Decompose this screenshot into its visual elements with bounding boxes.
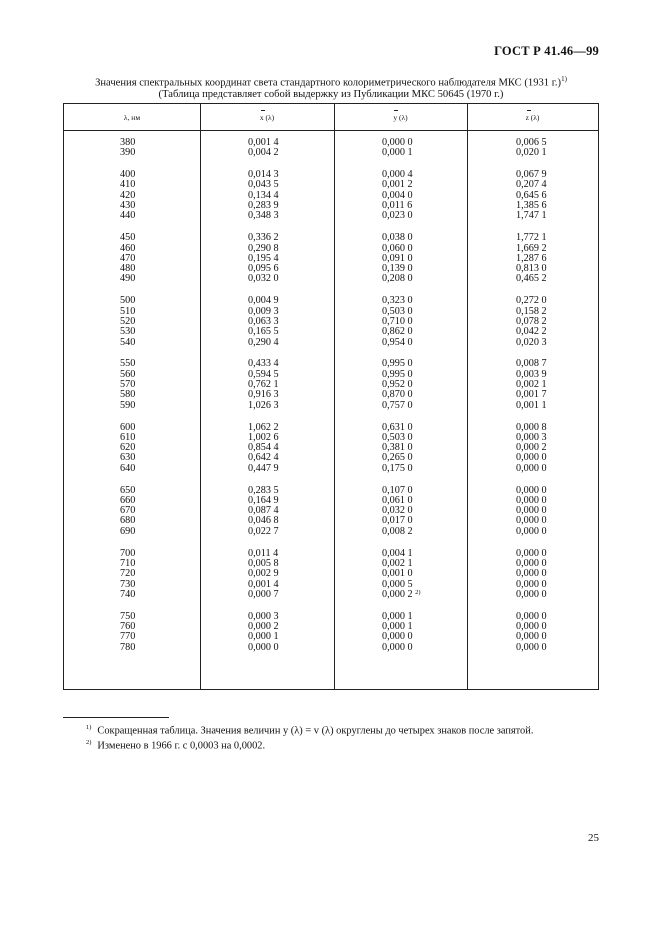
y-value-cell: 0,870 0 [382, 389, 413, 401]
wavelength-cell: 650 [120, 484, 136, 496]
inline-footnote-ref: 2) [415, 588, 421, 596]
col-header-y-label: y (λ) [393, 112, 408, 122]
wavelength-cell: 630 [120, 452, 136, 464]
x-value-cell: 0,043 5 [248, 179, 279, 191]
z-value-cell: 0,042 2 [516, 326, 547, 338]
x-value-cell: 0,000 1 [248, 631, 279, 643]
z-value-cell: 0,158 2 [516, 305, 547, 317]
table-row [64, 643, 598, 653]
y-value-cell: 0,208 0 [382, 273, 413, 285]
row-group [64, 233, 598, 284]
wavelength-cell: 700 [120, 547, 136, 559]
y-value-cell: 0,023 0 [382, 210, 413, 222]
x-value-cell: 0,095 6 [248, 263, 279, 275]
wavelength-cell: 580 [120, 389, 136, 401]
wavelength-cell: 690 [120, 525, 136, 537]
x-value-cell: 0,594 5 [248, 368, 279, 380]
x-value-cell: 0,290 8 [248, 242, 279, 254]
table-body [64, 138, 598, 665]
col-header-z-label: z (λ) [525, 112, 540, 122]
wavelength-cell: 770 [120, 631, 136, 643]
z-value-cell: 0,000 0 [516, 525, 547, 537]
col-header-x [200, 104, 334, 130]
col-header-x-label: x (λ) [259, 112, 275, 122]
wavelength-cell: 530 [120, 326, 136, 338]
wavelength-cell: 520 [120, 315, 136, 327]
x-value-cell: 0,348 3 [248, 210, 279, 222]
x-value-cell: 0,195 4 [248, 252, 279, 264]
footnote-1-text: Сокращенная таблица. Значения величин y (λ) = v (λ) округлены до четырех знаков после запятой. [97, 725, 534, 737]
wavelength-cell: 710 [120, 557, 136, 569]
x-value-cell: 0,022 7 [248, 525, 279, 537]
wavelength-cell: 390 [120, 147, 136, 159]
y-value-cell: 0,000 0 [382, 137, 413, 148]
table-row [64, 401, 598, 411]
y-value-cell: 0,032 0 [382, 505, 413, 517]
wavelength-cell: 780 [120, 641, 136, 653]
x-value-cell: 0,009 3 [248, 305, 279, 317]
x-value-cell: 0,164 9 [248, 494, 279, 506]
z-value-cell: 0,000 3 [516, 431, 547, 443]
z-value-cell: 0,001 1 [516, 399, 547, 411]
x-value-cell: 0,001 4 [248, 578, 279, 590]
y-value-cell: 0,323 0 [382, 295, 413, 307]
y-value-cell: 0,001 0 [382, 568, 413, 580]
z-value-cell: 0,272 0 [516, 295, 547, 307]
x-value-cell: 1,062 2 [248, 421, 279, 433]
y-value-cell: 0,381 0 [382, 442, 413, 454]
table-row [64, 148, 598, 158]
x-value-cell: 0,283 5 [248, 484, 279, 496]
y-value-cell: 0,710 0 [382, 315, 413, 327]
x-value-cell: 0,165 5 [248, 326, 279, 338]
col-header-wavelength [64, 104, 200, 130]
x-value-cell: 0,087 4 [248, 505, 279, 517]
x-value-cell: 0,000 0 [248, 641, 279, 653]
z-value-cell: 0,000 0 [516, 515, 547, 527]
y-value-cell: 0,503 0 [382, 431, 413, 443]
footnote-2-mark: 2) [86, 739, 92, 746]
z-value-cell: 0,000 2 [516, 442, 547, 454]
z-value-cell: 0,465 2 [516, 273, 547, 285]
z-value-cell: 0,645 6 [516, 189, 547, 201]
y-value-cell: 0,000 0 [382, 641, 413, 653]
y-value-cell: 0,265 0 [382, 452, 413, 464]
z-value-cell: 0,000 0 [516, 484, 547, 496]
col-header-y [334, 104, 467, 130]
x-value-cell: 0,916 3 [248, 389, 279, 401]
z-value-cell: 0,000 0 [516, 588, 547, 600]
caption-line-2: (Таблица представляет собой выдержку из Публикации МКС 50645 (1970 г.) [158, 89, 504, 101]
caption-line-1-text: Значения спектральных координат света стандартного колориметрического наблюдателя МКС (1931 г.) [95, 77, 562, 89]
z-value-cell: 0,000 0 [516, 494, 547, 506]
y-value-cell: 0,000 4 [382, 169, 413, 181]
y-value-cell: 0,061 0 [382, 494, 413, 506]
caption-line-1 [62, 74, 600, 89]
z-value-cell: 0,000 0 [516, 547, 547, 559]
y-value-cell: 0,757 0 [382, 399, 413, 411]
y-value-cell: 0,000 0 [382, 631, 413, 643]
wavelength-cell: 620 [120, 442, 136, 454]
z-value-cell: 0,813 0 [516, 263, 547, 275]
x-value-cell: 0,011 4 [248, 547, 279, 559]
wavelength-cell: 560 [120, 368, 136, 380]
wavelength-cell: 480 [120, 263, 136, 275]
table-row [64, 464, 598, 474]
x-value-cell: 0,134 4 [248, 189, 279, 201]
x-value-cell: 0,336 2 [248, 232, 279, 244]
table-row [64, 590, 598, 600]
x-value-cell: 0,642 4 [248, 452, 279, 464]
y-value-cell-annotated [382, 590, 421, 600]
row-group [64, 296, 598, 347]
wavelength-cell: 660 [120, 494, 136, 506]
wavelength-cell: 460 [120, 242, 136, 254]
y-value-cell: 0,000 1 [382, 621, 413, 633]
z-value-cell: 0,000 0 [516, 631, 547, 643]
y-value-cell: 0,995 0 [382, 368, 413, 380]
y-value-cell: 0,139 0 [382, 263, 413, 275]
page-number: 25 [588, 832, 599, 844]
x-value-cell: 0,433 4 [248, 358, 279, 370]
x-value-cell: 0,854 4 [248, 442, 279, 454]
x-value-cell: 0,290 4 [248, 336, 279, 348]
x-value-cell: 0,001 4 [248, 137, 279, 148]
y-value-cell: 0,503 0 [382, 305, 413, 317]
y-value-cell: 0,862 0 [382, 326, 413, 338]
wavelength-cell: 720 [120, 568, 136, 580]
row-group [64, 170, 598, 221]
y-value-cell: 0,952 0 [382, 379, 413, 391]
wavelength-cell: 430 [120, 200, 136, 212]
wavelength-cell: 410 [120, 179, 136, 191]
wavelength-cell: 590 [120, 399, 136, 411]
table-row [64, 527, 598, 537]
wavelength-cell: 500 [120, 295, 136, 307]
z-value-cell: 0,000 0 [516, 452, 547, 464]
wavelength-cell: 730 [120, 578, 136, 590]
table-header [64, 104, 598, 131]
z-value-cell: 0,000 0 [516, 621, 547, 633]
table-row [64, 569, 598, 579]
z-value-cell: 0,020 3 [516, 336, 547, 348]
z-value-cell: 0,008 7 [516, 358, 547, 370]
z-value-cell: 0,003 9 [516, 368, 547, 380]
x-value-cell: 0,000 2 [248, 621, 279, 633]
row-group [64, 359, 598, 410]
y-value-cell: 0,091 0 [382, 252, 413, 264]
footnote-2-text: Изменено в 1966 г. с 0,0003 на 0,0002. [97, 740, 266, 752]
y-value-cell: 0,000 1 [382, 147, 413, 159]
table-row [64, 338, 598, 348]
footnote-1 [86, 722, 533, 737]
y-value-cell: 0,004 0 [382, 189, 413, 201]
y-value-cell: 0,038 0 [382, 232, 413, 244]
wavelength-cell: 470 [120, 252, 136, 264]
wavelength-cell: 600 [120, 421, 136, 433]
wavelength-cell: 510 [120, 305, 136, 317]
y-value-cell: 0,017 0 [382, 515, 413, 527]
wavelength-cell: 540 [120, 336, 136, 348]
table-caption [62, 74, 600, 101]
standard-header: ГОСТ Р 41.46—99 [494, 44, 599, 58]
x-value-cell: 0,005 8 [248, 557, 279, 569]
y-value-cell: 0,060 0 [382, 242, 413, 254]
row-group [64, 423, 598, 474]
x-value-cell: 0,447 9 [248, 462, 279, 474]
y-value-cell: 0,631 0 [382, 421, 413, 433]
z-value-cell: 0,001 7 [516, 389, 547, 401]
x-value-cell: 0,002 9 [248, 568, 279, 580]
row-group [64, 549, 598, 600]
x-value-cell: 0,000 3 [248, 610, 279, 622]
z-value-cell: 0,000 0 [516, 610, 547, 622]
wavelength-cell: 450 [120, 232, 136, 244]
table-row [64, 327, 598, 337]
z-value-cell: 0,000 8 [516, 421, 547, 433]
x-value-cell: 0,004 9 [248, 295, 279, 307]
footnote-separator [63, 717, 169, 718]
z-value-cell: 0,078 2 [516, 315, 547, 327]
x-value-cell: 1,002 6 [248, 431, 279, 443]
footnote-2 [86, 737, 265, 752]
wavelength-cell: 570 [120, 379, 136, 391]
z-value-cell: 0,002 1 [516, 379, 547, 391]
y-value-cell: 0,995 0 [382, 358, 413, 370]
row-group [64, 138, 598, 159]
wavelength-cell: 750 [120, 610, 136, 622]
z-value-cell: 0,000 0 [516, 578, 547, 590]
wavelength-cell: 740 [120, 588, 136, 600]
wavelength-cell: 440 [120, 210, 136, 222]
table-row [64, 274, 598, 284]
y-value-cell: 0,000 2 [382, 588, 413, 600]
spectral-table [63, 103, 599, 690]
y-value-cell: 0,001 2 [382, 179, 413, 191]
y-value-cell: 0,011 6 [382, 200, 413, 212]
wavelength-cell: 610 [120, 431, 136, 443]
x-value-cell: 0,046 8 [248, 515, 279, 527]
row-group [64, 612, 598, 653]
x-value-cell: 0,032 0 [248, 273, 279, 285]
z-value-cell: 0,000 0 [516, 641, 547, 653]
z-value-cell: 1,669 2 [516, 242, 547, 254]
wavelength-cell: 760 [120, 621, 136, 633]
x-value-cell: 0,762 1 [248, 379, 279, 391]
wavelength-cell: 670 [120, 505, 136, 517]
wavelength-cell: 490 [120, 273, 136, 285]
x-value-cell: 0,000 7 [248, 588, 279, 600]
z-value-cell: 0,207 4 [516, 179, 547, 191]
caption-footnote-ref: 1) [561, 75, 567, 83]
wavelength-cell: 640 [120, 462, 136, 474]
wavelength-cell: 550 [120, 358, 136, 370]
z-value-cell: 0,020 1 [516, 147, 547, 159]
wavelength-cell: 380 [120, 137, 136, 148]
z-value-cell: 0,000 0 [516, 568, 547, 580]
wavelength-cell: 680 [120, 515, 136, 527]
z-value-cell: 0,000 0 [516, 557, 547, 569]
z-value-cell: 1,287 6 [516, 252, 547, 264]
y-value-cell: 0,954 0 [382, 336, 413, 348]
x-value-cell: 0,063 3 [248, 315, 279, 327]
z-value-cell: 1,385 6 [516, 200, 547, 212]
col-header-wavelength-label: λ, нм [123, 112, 141, 122]
z-value-cell: 0,000 0 [516, 505, 547, 517]
x-value-cell: 0,014 3 [248, 169, 279, 181]
z-value-cell: 0,067 9 [516, 169, 547, 181]
x-value-cell: 0,283 9 [248, 200, 279, 212]
z-value-cell: 0,006 5 [516, 137, 547, 148]
table-row [64, 211, 598, 221]
row-group [64, 486, 598, 537]
footnote-1-mark: 1) [86, 724, 92, 731]
y-value-cell: 0,175 0 [382, 462, 413, 474]
y-value-cell: 0,000 1 [382, 610, 413, 622]
z-value-cell: 1,772 1 [516, 232, 547, 244]
x-value-cell: 1,026 3 [248, 399, 279, 411]
y-value-cell: 0,008 2 [382, 525, 413, 537]
y-value-cell: 0,004 1 [382, 547, 413, 559]
y-value-cell: 0,000 5 [382, 578, 413, 590]
z-value-cell: 0,000 0 [516, 462, 547, 474]
y-value-cell: 0,002 1 [382, 557, 413, 569]
wavelength-cell: 420 [120, 189, 136, 201]
y-value-cell: 0,107 0 [382, 484, 413, 496]
col-header-z [467, 104, 598, 130]
x-value-cell: 0,004 2 [248, 147, 279, 159]
wavelength-cell: 400 [120, 169, 136, 181]
z-value-cell: 1,747 1 [516, 210, 547, 222]
